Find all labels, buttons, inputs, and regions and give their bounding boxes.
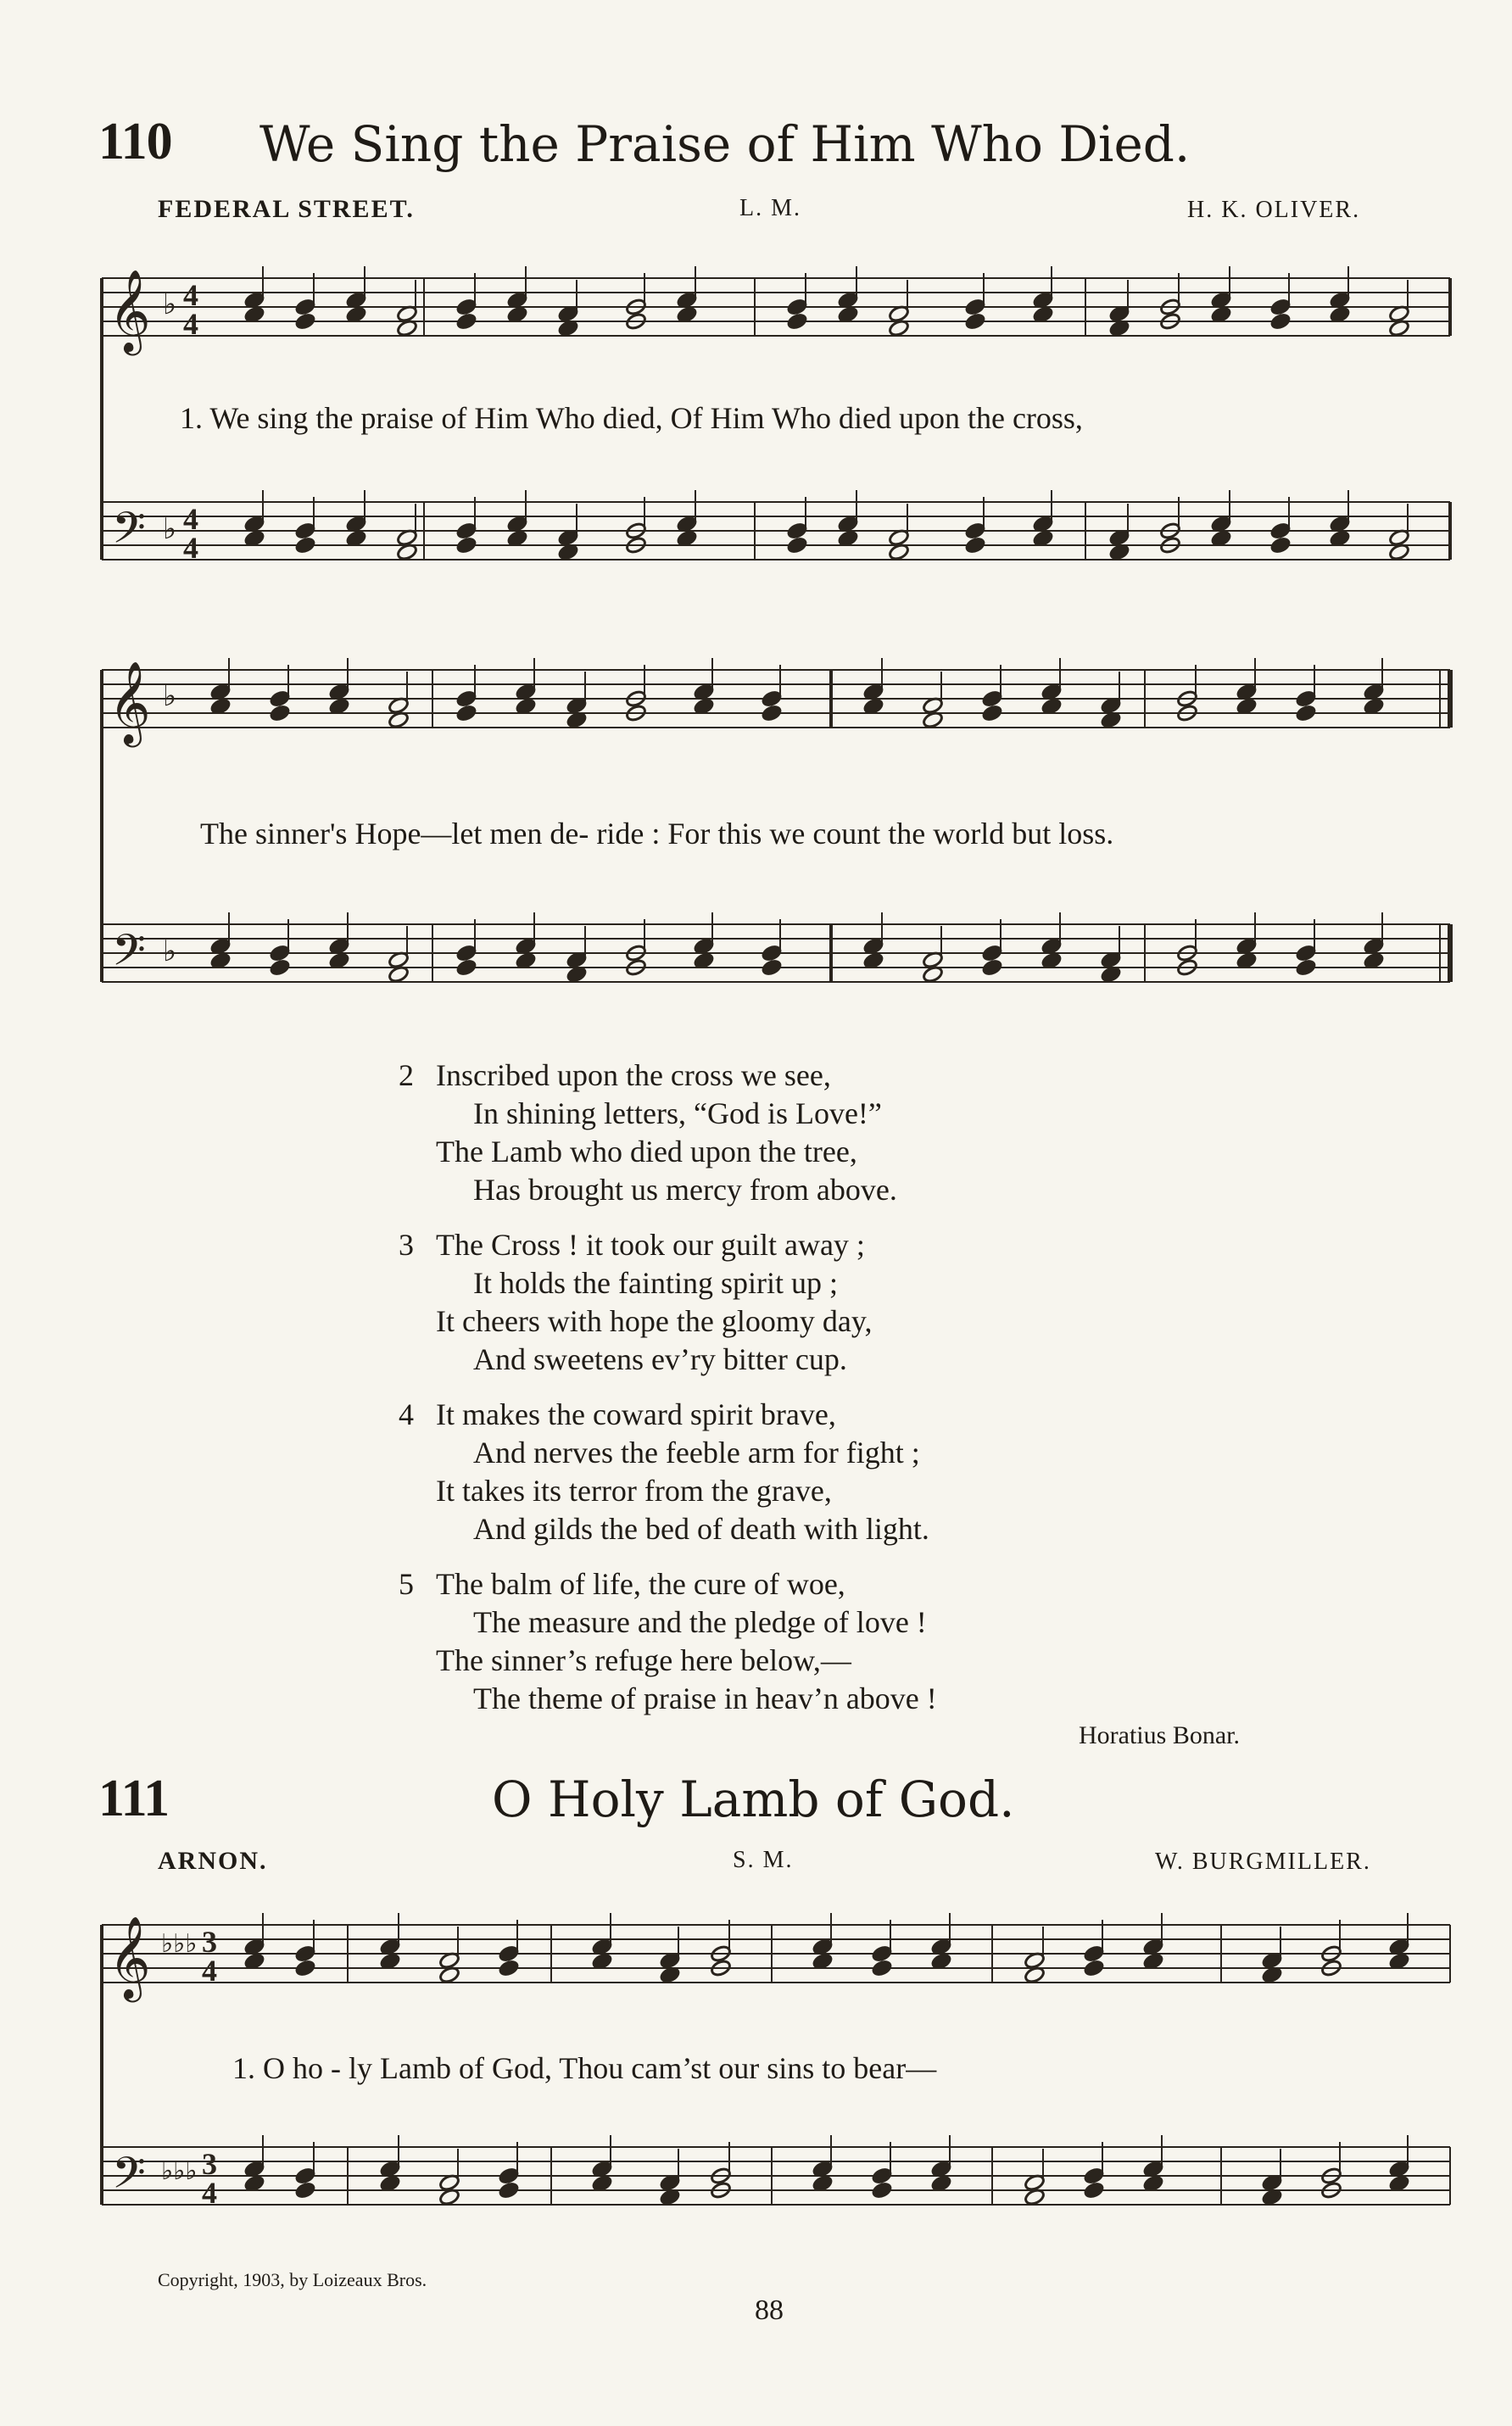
hymn-title: O Holy Lamb of God. [492, 1771, 1015, 1828]
stanza-2 [399, 1057, 897, 1209]
hymn-author: Horatius Bonar. [1079, 1721, 1240, 1749]
stanza-line: The sinner’s refuge here below,— [436, 1643, 851, 1677]
meter: L. M. [739, 195, 801, 221]
music-lyric-line-2: The sinner's Hope—let men de- ride : For this we count the world but loss. [200, 817, 1114, 850]
svg-text:♭: ♭ [163, 512, 177, 546]
svg-text:𝄢: 𝄢 [112, 924, 146, 986]
music-system-3 [93, 1899, 1459, 2273]
stanza-line: The theme of praise in heav’n above ! [473, 1681, 937, 1715]
stanza-number: 3 [399, 1228, 414, 1262]
svg-text:♭♭♭: ♭♭♭ [161, 2156, 198, 2186]
hymn-number: 111 [98, 1770, 170, 1827]
stanza-line: Has brought us mercy from above. [473, 1173, 897, 1207]
time-signature-bottom: 4 [202, 2176, 217, 2210]
stanza-line: It cheers with hope the gloomy day, [436, 1304, 873, 1338]
meter: S. M. [733, 1847, 794, 1873]
time-signature-top: 4 [183, 502, 198, 536]
stanza-number: 5 [399, 1567, 414, 1601]
svg-text:♭: ♭ [163, 934, 177, 968]
svg-text:𝄢: 𝄢 [112, 502, 146, 564]
svg-text:♭: ♭ [163, 287, 177, 321]
stanza-line: 2 Inscribed upon the cross we see, [399, 1057, 897, 1095]
stanza-number: 4 [399, 1397, 414, 1431]
composer: W. BURGMILLER. [1155, 1849, 1371, 1875]
music-lyric-line-1: 1. We sing the praise of Him Who died, Of Him Who died upon the cross, [180, 401, 1083, 435]
stanza-4 [399, 1396, 929, 1548]
tune-name: ARNON. [158, 1847, 268, 1875]
composer: H. K. OLIVER. [1187, 197, 1361, 223]
time-signature-top: 3 [202, 1925, 217, 1959]
time-signature-top: 4 [183, 278, 198, 312]
time-signature-bottom: 4 [202, 1954, 217, 1988]
svg-text:♭: ♭ [163, 679, 177, 713]
stanza-line: And sweetens ev’ry bitter cup. [473, 1342, 847, 1376]
stanza-line: In shining letters, “God is Love!” [473, 1096, 882, 1130]
stanza-5 [399, 1565, 937, 1718]
stanza-line: 3 The Cross ! it took our guilt away ; [399, 1226, 873, 1264]
copyright-notice: Copyright, 1903, by Loizeaux Bros. [158, 2269, 427, 2290]
svg-text:♭♭♭: ♭♭♭ [161, 1929, 198, 1959]
hymn-title: We Sing the Praise of Him Who Died. [259, 115, 1191, 173]
page-number: 88 [755, 2295, 784, 2326]
hymn-number: 110 [98, 113, 172, 170]
svg-text:𝄞: 𝄞 [109, 1916, 151, 1999]
svg-text:𝄞: 𝄞 [109, 661, 151, 744]
stanza-line: 4 It makes the coward spirit brave, [399, 1396, 929, 1434]
stanza-number: 2 [399, 1058, 414, 1092]
stanza-3 [399, 1226, 873, 1379]
stanza-line: It takes its terror from the grave, [436, 1474, 832, 1508]
stanza-line: The measure and the pledge of love ! [473, 1605, 927, 1639]
time-signature-bottom: 4 [183, 531, 198, 565]
svg-text:𝄢: 𝄢 [112, 2147, 146, 2209]
svg-text:𝄞: 𝄞 [109, 269, 151, 352]
stanza-line: And gilds the bed of death with light. [473, 1512, 929, 1546]
music-lyric-line-1: 1. O ho - ly Lamb of God, Thou cam’st our sins to bear— [232, 2051, 937, 2085]
time-signature-bottom: 4 [183, 307, 198, 341]
time-signature-top: 3 [202, 2147, 217, 2181]
tune-name: FEDERAL STREET. [158, 195, 415, 223]
stanza-line: And nerves the feeble arm for fight ; [473, 1436, 920, 1470]
stanza-line: 5 The balm of life, the cure of woe, [399, 1565, 937, 1603]
stanza-line: The Lamb who died upon the tree, [436, 1135, 857, 1168]
stanza-line: It holds the fainting spirit up ; [473, 1266, 838, 1300]
